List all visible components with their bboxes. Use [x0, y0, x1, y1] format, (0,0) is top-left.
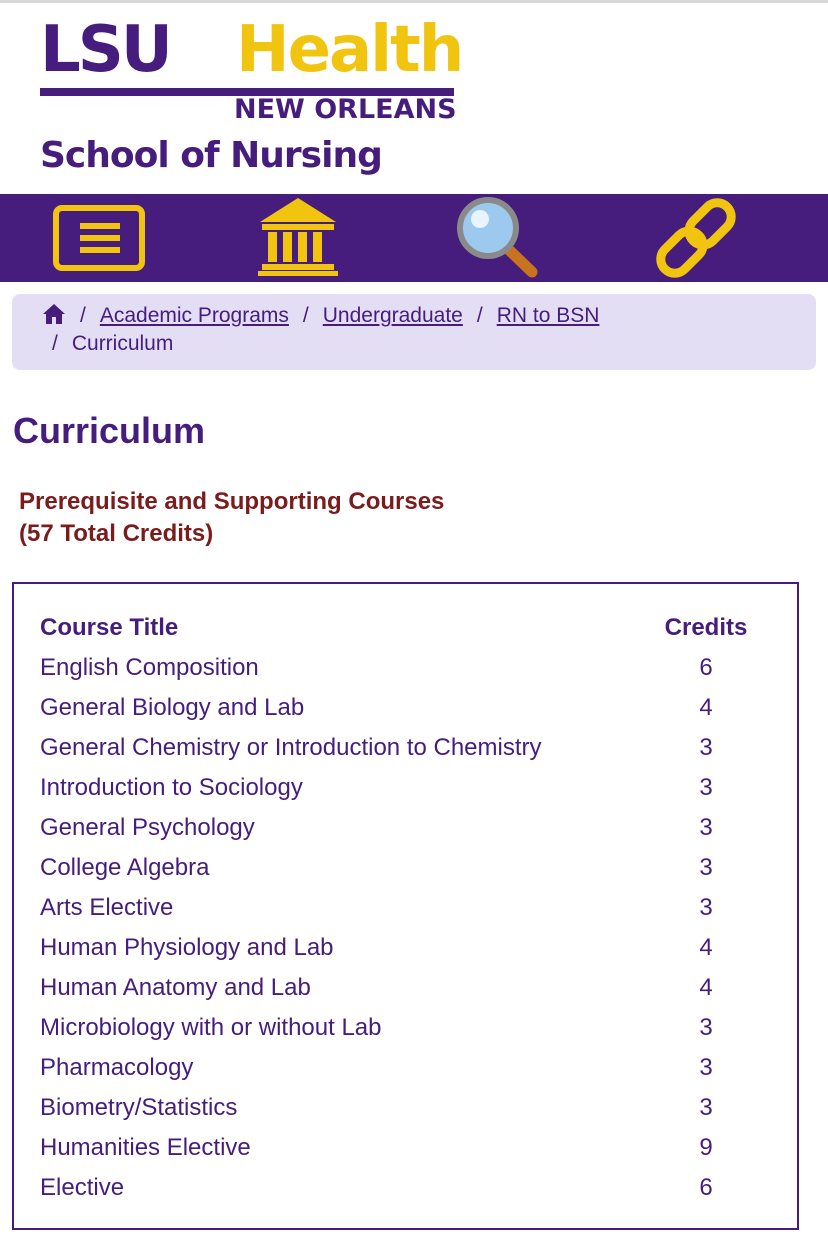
course-title: Human Anatomy and Lab [40, 974, 311, 1001]
course-title: Introduction to Sociology [40, 774, 303, 801]
course-credits: 4 [699, 974, 713, 1001]
breadcrumb-line-1 [42, 302, 796, 330]
course-credits: 3 [699, 814, 713, 841]
table-header-row [40, 608, 766, 648]
search-button[interactable] [450, 194, 550, 282]
section-heading [19, 486, 444, 550]
logo-health-text: Health [236, 13, 463, 87]
course-title: Arts Elective [40, 894, 174, 921]
breadcrumb [12, 294, 816, 370]
section-title: Prerequisite and Supporting Courses [19, 488, 445, 515]
course-credits: 3 [699, 894, 713, 921]
breadcrumb-rn-to-bsn[interactable]: RN to BSN [496, 304, 600, 327]
lsu-health-logo[interactable] [40, 13, 463, 184]
search-icon [450, 194, 550, 282]
credits-header: Credits [664, 614, 748, 641]
page-title: Curriculum [13, 410, 206, 451]
breadcrumb-undergraduate[interactable]: Undergraduate [322, 304, 463, 327]
breadcrumb-separator: / [302, 304, 309, 327]
menu-icon [48, 194, 148, 282]
course-credits: 4 [699, 934, 713, 961]
course-title: College Algebra [40, 854, 210, 881]
section-total-credits: (57 Total Credits) [19, 520, 214, 547]
course-credits: 4 [699, 694, 713, 721]
course-credits: 6 [699, 654, 713, 681]
course-title: Humanities Elective [40, 1134, 251, 1161]
breadcrumb-academic-programs[interactable]: Academic Programs [99, 304, 289, 327]
course-credits: 3 [699, 1054, 713, 1081]
home-icon[interactable] [42, 303, 66, 325]
course-title: Microbiology with or without Lab [40, 1014, 382, 1041]
table-row [40, 728, 766, 768]
course-table-container [12, 582, 799, 1230]
icon-nav-bar [0, 194, 828, 282]
course-title: Biometry/Statistics [40, 1094, 238, 1121]
logo-location-text: NEW ORLEANS [234, 94, 457, 125]
table-row [40, 888, 766, 928]
table-row [40, 928, 766, 968]
course-table [40, 608, 766, 1208]
course-title: General Psychology [40, 814, 255, 841]
table-row [40, 648, 766, 688]
course-credits: 3 [699, 774, 713, 801]
institution-icon [250, 194, 350, 282]
table-row [40, 1048, 766, 1088]
breadcrumb-separator: / [476, 304, 483, 327]
course-title: Pharmacology [40, 1054, 194, 1081]
course-credits: 3 [699, 734, 713, 761]
menu-button[interactable] [48, 194, 148, 282]
course-title: General Biology and Lab [40, 694, 305, 721]
link-icon [650, 194, 750, 282]
course-title: General Chemistry or Introduction to Chemistry [40, 734, 542, 761]
course-credits: 9 [699, 1134, 713, 1161]
links-button[interactable] [650, 194, 750, 282]
breadcrumb-separator: / [80, 304, 86, 327]
breadcrumb-line-2 [42, 330, 796, 358]
course-credits: 3 [699, 854, 713, 881]
course-credits: 3 [699, 1014, 713, 1041]
table-row [40, 808, 766, 848]
course-title: Elective [40, 1174, 125, 1201]
logo-school-text: School of Nursing [40, 135, 382, 176]
logo-lsu-text: LSU [40, 13, 170, 87]
course-title: Human Physiology and Lab [40, 934, 334, 961]
course-title: English Composition [40, 654, 259, 681]
table-row [40, 848, 766, 888]
course-credits: 6 [699, 1174, 713, 1201]
table-row [40, 1088, 766, 1128]
table-row [40, 688, 766, 728]
table-row [40, 1128, 766, 1168]
course-title-header: Course Title [40, 614, 179, 641]
breadcrumb-separator: / [52, 332, 58, 355]
table-row [40, 1008, 766, 1048]
course-credits: 3 [699, 1094, 713, 1121]
institution-button[interactable] [250, 194, 350, 282]
table-row [40, 768, 766, 808]
top-border [0, 0, 828, 3]
table-row [40, 968, 766, 1008]
table-row [40, 1168, 766, 1208]
breadcrumb-current: Curriculum [71, 332, 174, 355]
